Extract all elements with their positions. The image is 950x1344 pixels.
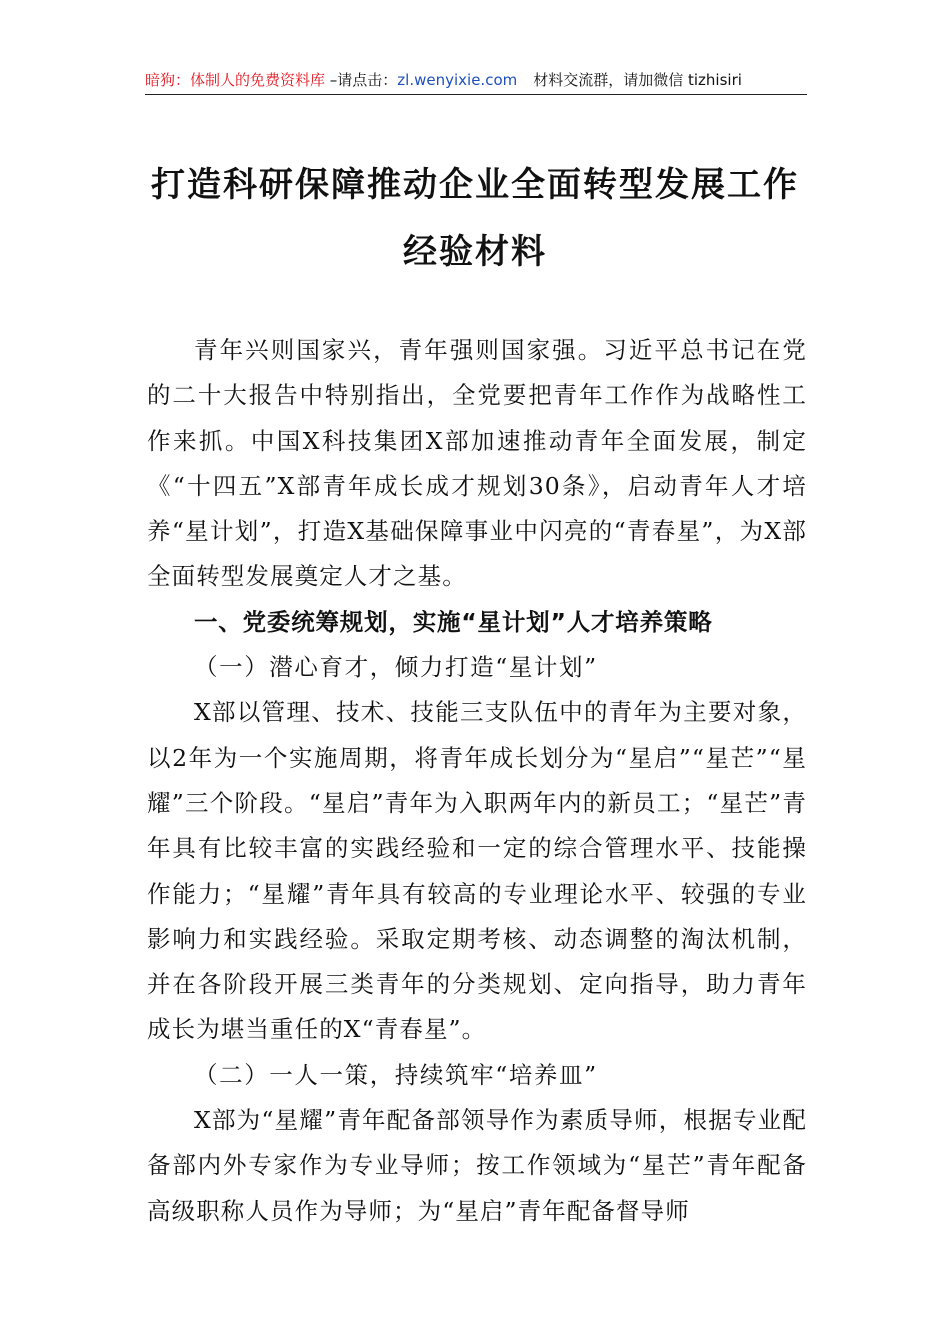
header-brand-text: 暗狗：体制人的免费资料库 xyxy=(145,71,326,89)
intro-paragraph: 青年兴则国家兴，青年强则国家强。习近平总书记在党的二十大报告中特别指出，全党要把青年工作作为战略性工作来抓。中国X科技集团X部加速推动青年全面发展，制定《“十四五”X部青年成长成才规划30条》，启动青年人才培养“星计划”，打造X基础保障事业中闪亮的“青春星”，为X部全面转型发展奠定人才之基。 xyxy=(147,336,807,591)
page-header-banner xyxy=(145,70,807,95)
header-prompt-text: –请点击： xyxy=(325,71,398,89)
document-title-line-1: 打造科研保障推动企业全面转型发展工作 xyxy=(151,165,799,205)
subsection-2-paragraph: X部为“星耀”青年配备部领导作为素质导师，根据专业配备部内外专家作为专业导师；按工作领域为“星芒”青年配备高级职称人员作为导师；为“星启”青年配备督导师 xyxy=(147,1106,807,1225)
header-website-link[interactable]: zl.wenyixie.com xyxy=(397,71,518,89)
header-wechat-text: 材料交流群，请加微信 tizhisiri xyxy=(533,71,742,89)
subsection-1-paragraph: X部以管理、技术、技能三支队伍中的青年为主要对象，以2年为一个实施周期，将青年成长划分为“星启”“星芒”“星耀”三个阶段。“星启”青年为入职两年内的新员工；“星芒”青年具有比较丰富的实践经验和一定的综合管理水平、技能操作能力；“星耀”青年具有较高的专业理论水平、较强的专业影响力和实践经验。采取定期考核、动态调整的淘汰机制，并在各阶段开展三类青年的分类规划、定向指导，助力青年成长为堪当重任的X“青春星”。 xyxy=(147,698,807,1044)
subsection-2-heading: （二）一人一策，持续筑牢“培养皿” xyxy=(194,1060,598,1089)
document-body xyxy=(147,328,807,1234)
document-title-line-2: 经验材料 xyxy=(403,232,547,272)
subsection-1-heading: （一）潜心育才，倾力打造“星计划” xyxy=(194,653,598,682)
section-1-heading: 一、党委统筹规划，实施“星计划”人才培养策略 xyxy=(194,607,713,636)
